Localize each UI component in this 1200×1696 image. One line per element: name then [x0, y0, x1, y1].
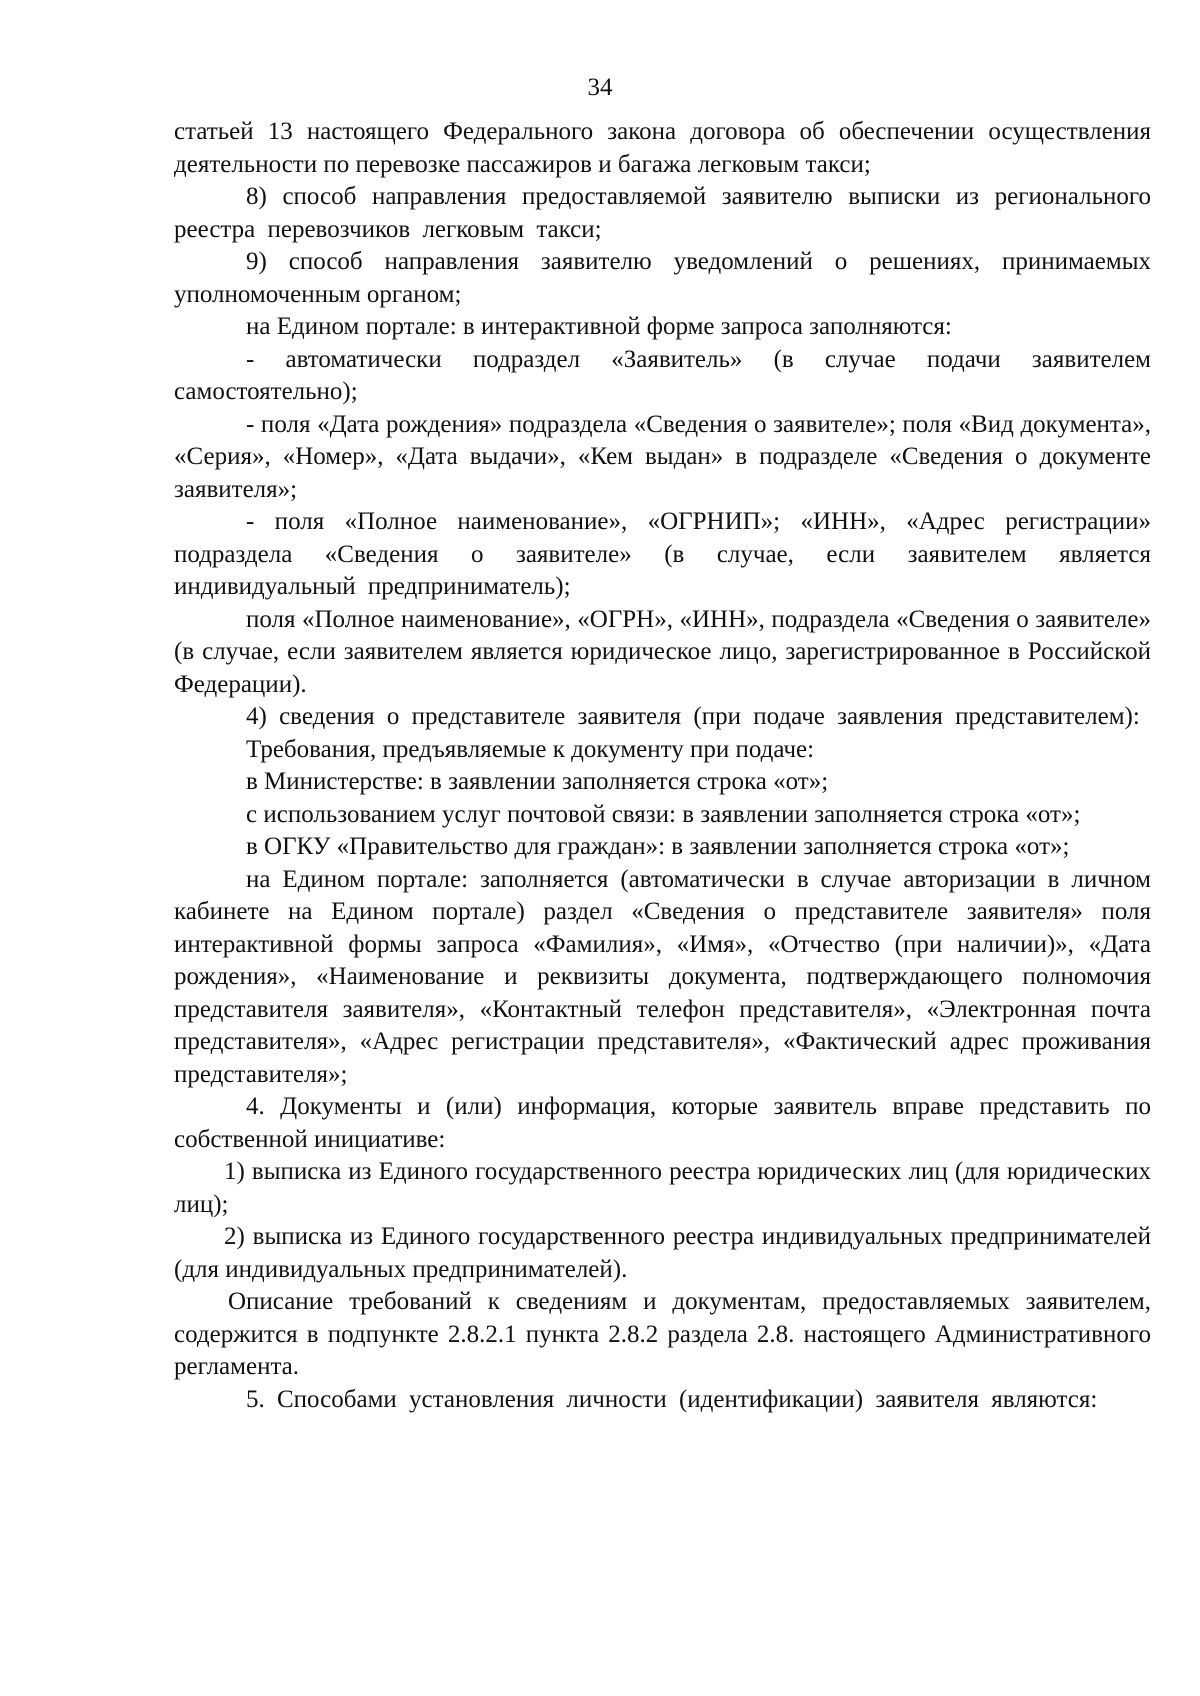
paragraph: 4. Документы и (или) информация, которые заявитель вправе представить по собственной инициативе:: [174, 1093, 1151, 1153]
paragraph: на Едином портале: заполняется (автоматически в случае авторизации в личном кабинете на Едином портале) раздел «Сведения о представителе заявителя» поля интерактивной формы запроса «Фамилия», «Имя», «Отчество (при наличии)», «Дата рождения», «Наименование и реквизиты документа, подтверждающего полномочия представителя заявителя», «Контактный телефон представителя», «Электронная почта представителя», «Адрес регистрации представителя», «Фактический адрес проживания представителя»;: [174, 865, 1151, 1088]
paragraph: Требования, предъявляемые к документу при подаче:: [246, 735, 815, 763]
paragraph: в ОГКУ «Правительство для граждан»: в заявлении заполняется строка «от»;: [246, 833, 1070, 860]
paragraph: 8) способ направления предоставляемой заявителю выписки из регионального реестра перевозчиков легковым такси;: [174, 183, 1151, 243]
paragraph: - поля «Дата рождения» подраздела «Сведения о заявителе»; поля «Вид документа», «Серия», «Номер», «Дата выдачи», «Кем выдан» в подразделе «Сведения о документе заявителя»;: [174, 410, 1151, 503]
paragraph: 1) выписка из Единого государственного реестра юридических лиц (для юридических лиц);: [174, 1158, 1151, 1218]
paragraph: 4) сведения о представителе заявителя (при подаче заявления представителем):: [246, 703, 1140, 730]
paragraph: с использованием услуг почтовой связи: в заявлении заполняется строка «от»;: [246, 800, 1081, 828]
paragraph: 9) способ направления заявителю уведомлений о решениях, принимаемых уполномоченным органом;: [174, 248, 1151, 308]
paragraph: 2) выписка из Единого государственного реестра индивидуальных предпринимателей (для индивидуальных предпринимателей).: [174, 1223, 1151, 1283]
document-body: [174, 116, 1151, 1416]
paragraph: 5. Способами установления личности (идентификации) заявителя являются:: [246, 1385, 1098, 1413]
paragraph: - автоматически подраздел «Заявитель» (в случае подачи заявителем самостоятельно);: [174, 345, 1151, 405]
paragraph: статьей 13 настоящего Федерального закона договора об обеспечении осуществления деятельности по перевозке пассажиров и багажа легковым такси;: [174, 118, 1151, 178]
paragraph: в Министерстве: в заявлении заполняется строка «от»;: [246, 768, 829, 795]
paragraph: Описание требований к сведениям и документам, предоставляемых заявителем, содержится в подпункте 2.8.2.1 пункта 2.8.2 раздела 2.8. настоящего Административного регламента.: [174, 1288, 1151, 1380]
paragraph: поля «Полное наименование», «ОГРН», «ИНН», подраздела «Сведения о заявителе» (в случае, если заявителем является юридическое лицо, зарегистрированное в Российской Федерации).: [174, 605, 1151, 698]
paragraph: - поля «Полное наименование», «ОГРНИП»; «ИНН», «Адрес регистрации» подраздела «Сведения о заявителе» (в случае, если заявителем является индивидуальный предприниматель);: [174, 508, 1151, 600]
page-number: 34: [587, 74, 613, 101]
paragraph: на Едином портале: в интерактивной форме запроса заполняются:: [246, 313, 952, 340]
